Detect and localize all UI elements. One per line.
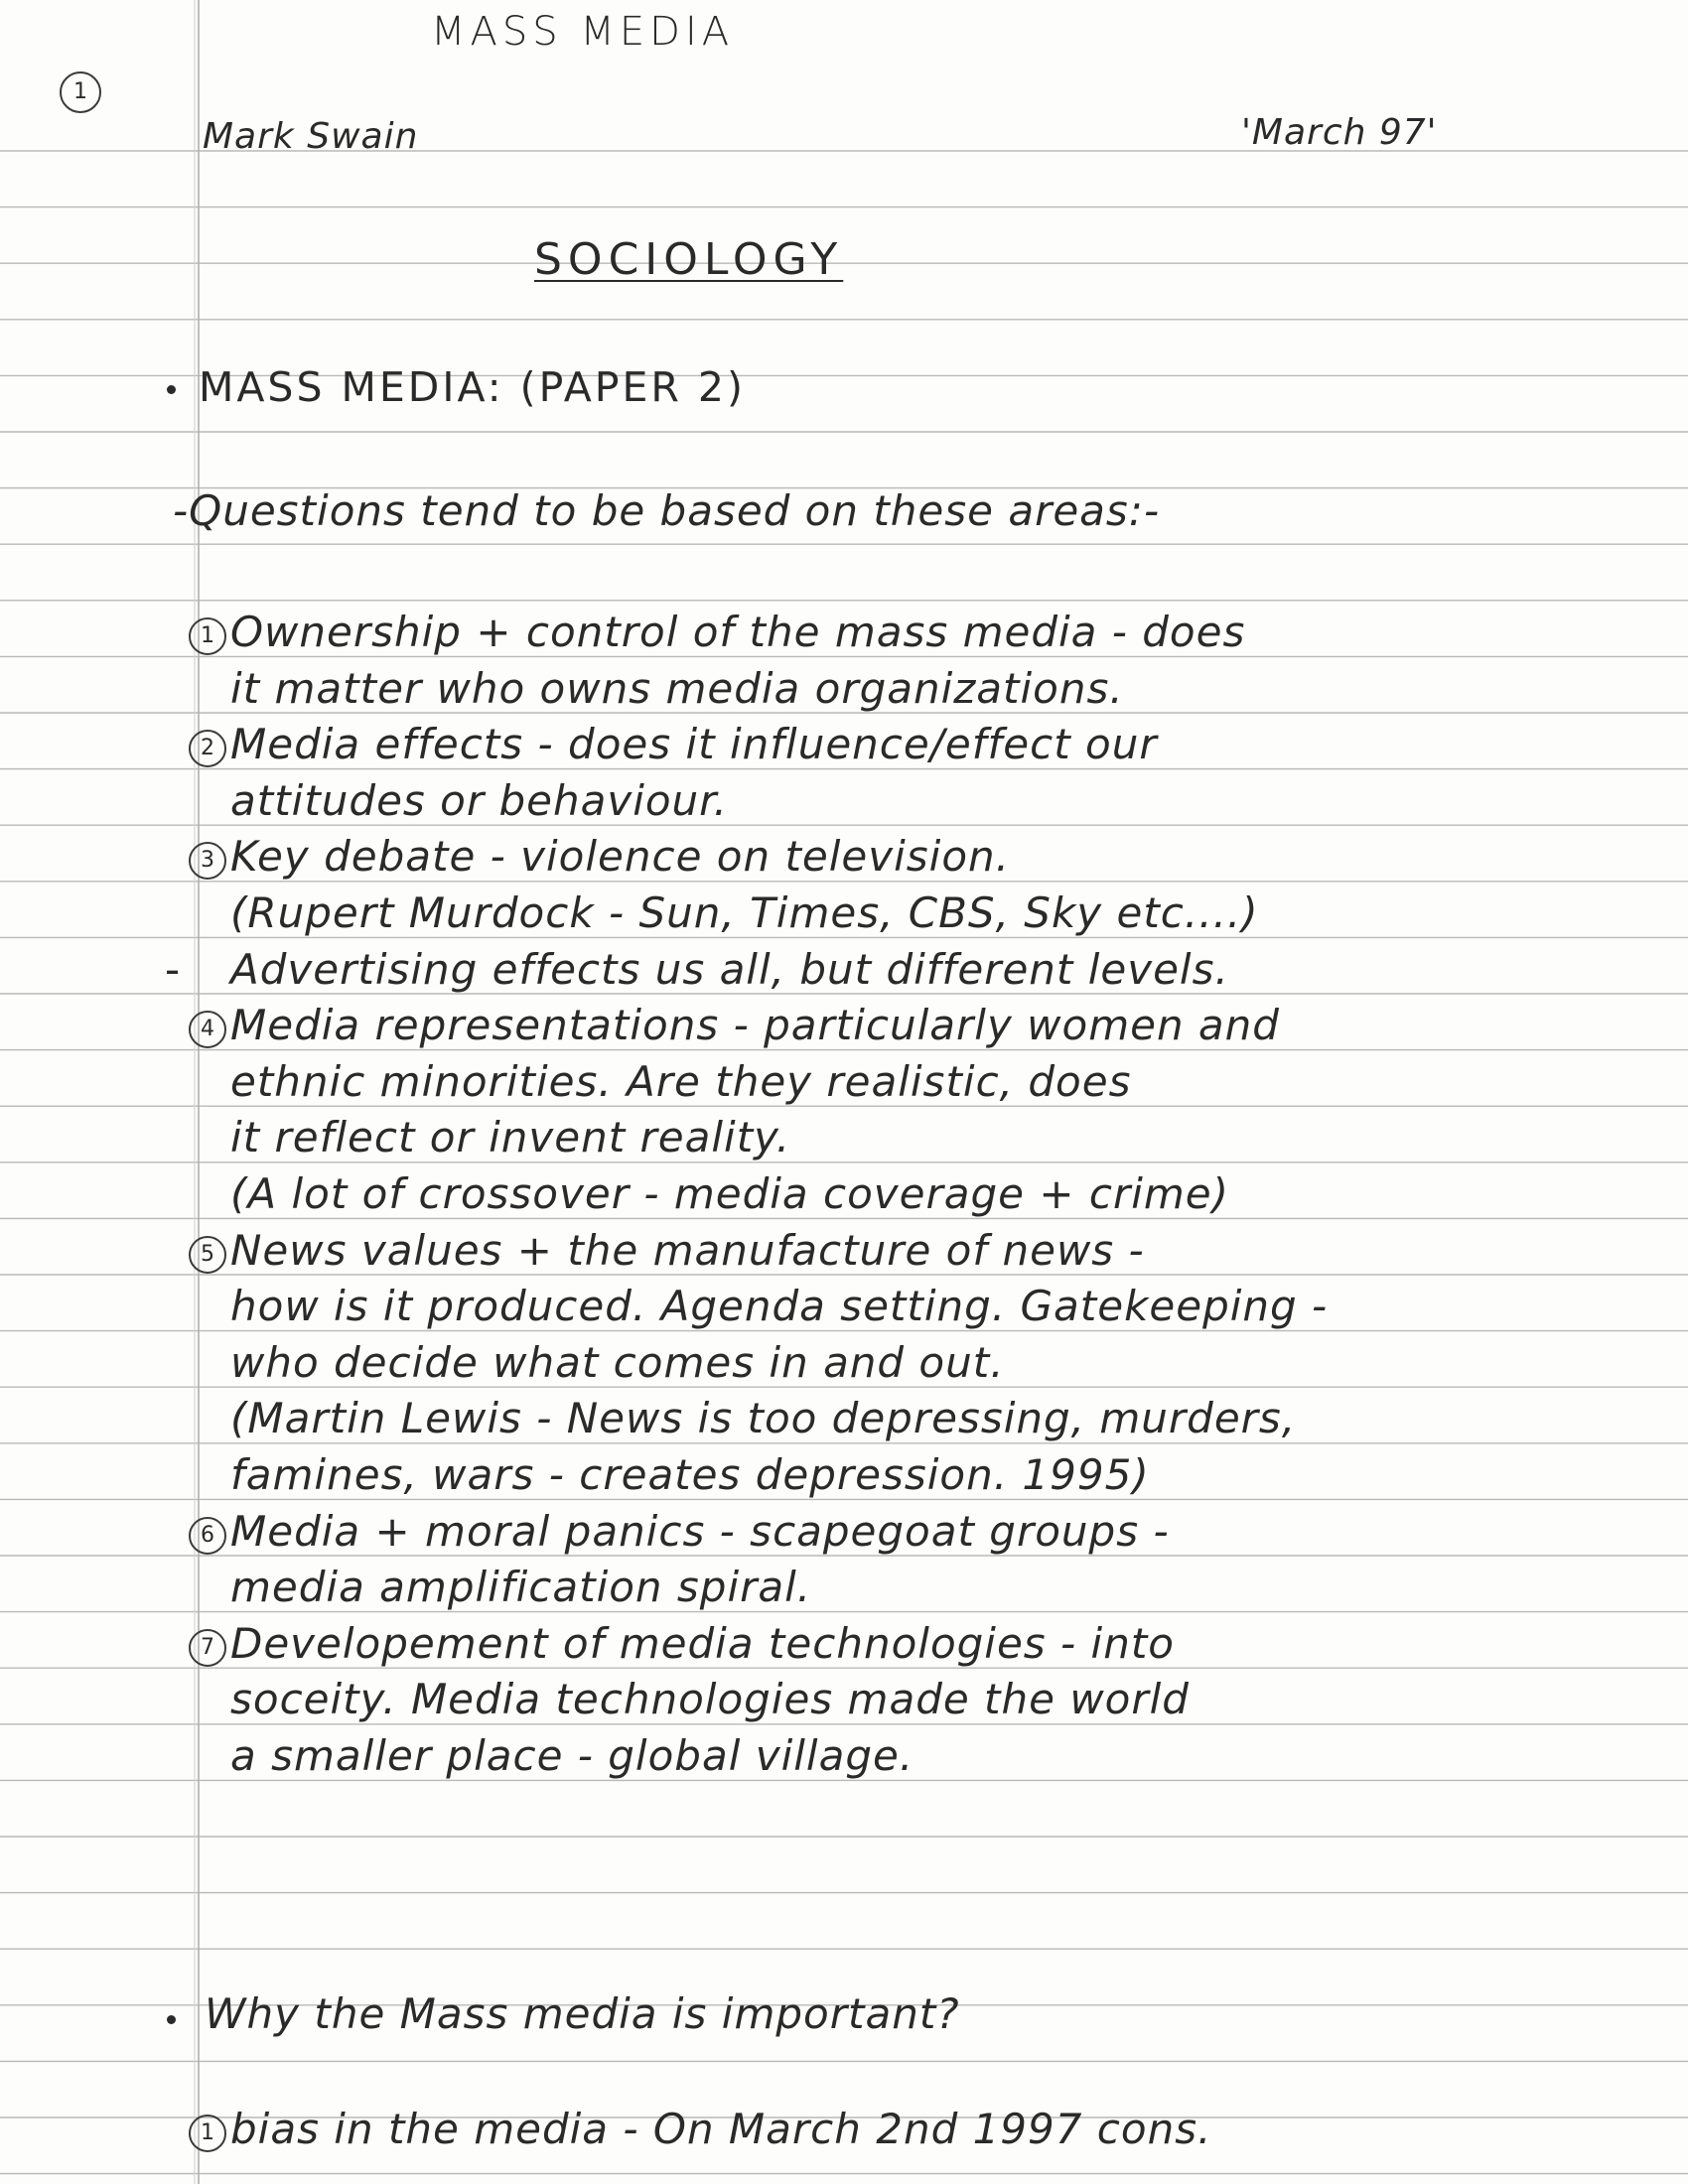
list-item: attitudes or behaviour. [230,775,728,825]
item-number-circle: 2 [189,730,226,767]
item-number-circle: 3 [189,842,226,880]
author-name: Mark Swain [203,116,419,157]
item-number-circle: 6 [189,1517,226,1555]
list-item: (Martin Lewis - News is too depressing, murders, [230,1394,1297,1443]
subject-heading: SOCIOLOGY [534,234,844,285]
list-item: soceity. Media technologies made the world [230,1675,1190,1724]
list-item: Advertising effects us all, but different levels. [230,944,1229,994]
intro-text: -Questions tend to be based on these areas:- [173,486,1161,535]
list-item: bias in the media - On March 2nd 1997 cons. [230,2105,1212,2153]
list-item: famines, wars - creates depression. 1995) [230,1450,1150,1499]
bullet-icon [167,385,176,394]
item-number-circle: 1 [189,2115,226,2152]
date-label: 'March 97' [1241,112,1438,153]
item-number-circle: 7 [189,1629,226,1667]
list-item: it reflect or invent reality. [230,1113,791,1162]
list-item: how is it produced. Agenda setting. Gatekeeping - [230,1282,1329,1331]
list-item: it matter who owns media organizations. [230,663,1124,713]
list-item: Key debate - violence on television. [230,832,1011,882]
page-title: MASS MEDIA [431,9,735,55]
item-number-circle: 1 [189,617,226,655]
list-item: Media representations - particularly women and [230,1001,1280,1050]
list-item: media amplification spiral. [230,1563,812,1612]
list-item: ethnic minorities. Are they realistic, does [230,1056,1132,1106]
section-heading: MASS MEDIA: (PAPER 2) [199,363,746,411]
list-item: who decide what comes in and out. [230,1337,1005,1387]
dash-marker: - [165,944,181,994]
bullet-icon [167,2015,176,2024]
list-item: a smaller place - global village. [230,1731,914,1780]
item-number-circle: 5 [189,1236,226,1274]
page-number: 1 [60,71,101,113]
section-heading-2: Why the Mass media is important? [205,1989,960,2038]
list-item: Ownership + control of the mass media - does [230,608,1246,656]
list-item: (A lot of crossover - media coverage + crime) [230,1169,1230,1218]
list-item: Media + moral panics - scapegoat groups - [230,1506,1170,1556]
list-item: News values + the manufacture of news - [230,1225,1145,1275]
list-item: Media effects - does it influence/effect our [230,720,1158,769]
item-number-circle: 4 [189,1011,226,1048]
list-item: Developement of media technologies - into [230,1618,1175,1668]
list-item: (Rupert Murdock - Sun, Times, CBS, Sky etc....) [230,888,1259,937]
